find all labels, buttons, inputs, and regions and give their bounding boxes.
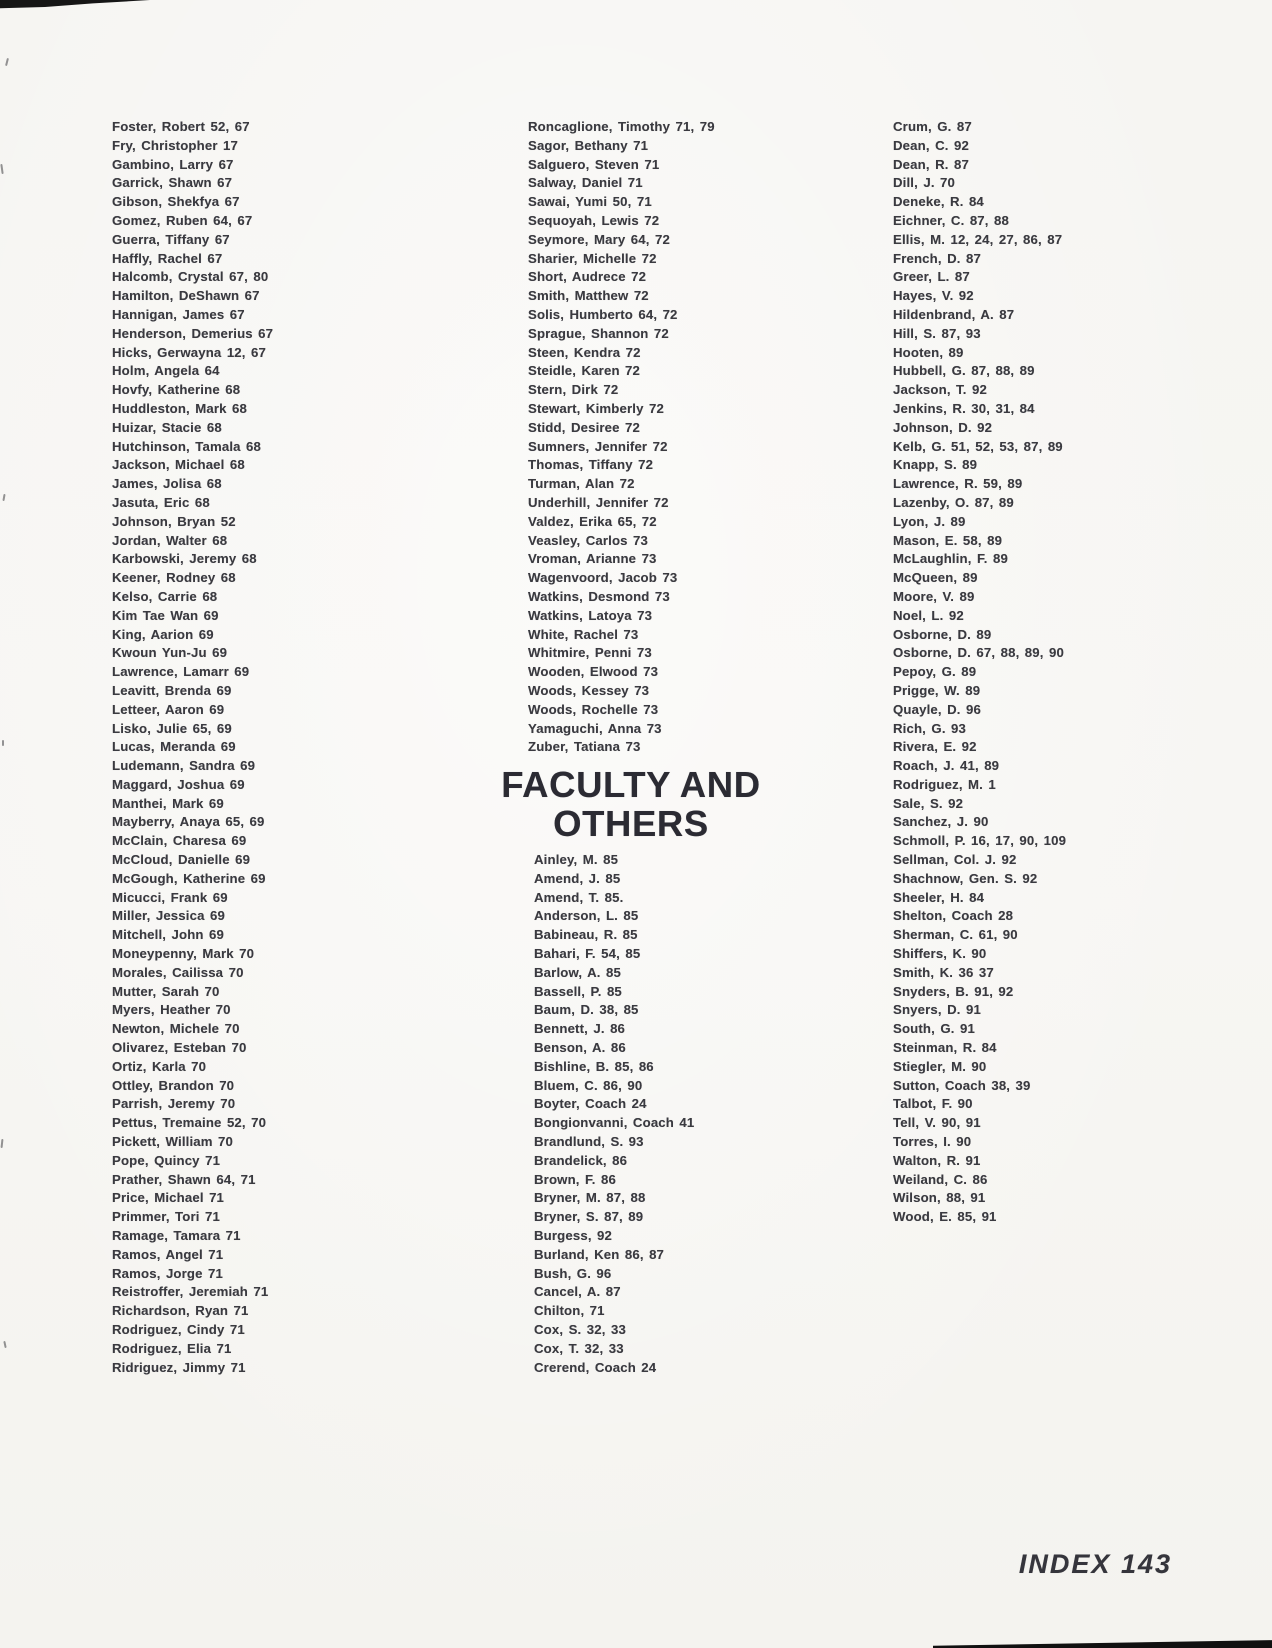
- index-entry: Keener, Rodney 68: [112, 570, 236, 586]
- index-entry: Gambino, Larry 67: [112, 156, 234, 172]
- index-entry: Thomas, Tiffany 72: [528, 457, 654, 473]
- index-entry: Benson, A. 86: [534, 1039, 626, 1055]
- index-entry: Shelton, Coach 28: [893, 908, 1014, 924]
- index-entry: Mayberry, Anaya 65, 69: [112, 814, 265, 830]
- index-entry: Sagor, Bethany 71: [528, 137, 649, 153]
- index-entry: Sherman, C. 61, 90: [893, 927, 1018, 943]
- index-entry: Brandlund, S. 93: [534, 1133, 644, 1149]
- section-heading-line2: OTHERS: [553, 803, 709, 844]
- index-entry: Wooden, Elwood 73: [528, 664, 659, 680]
- index-entry: Osborne, D. 67, 88, 89, 90: [893, 645, 1064, 661]
- index-entry: Leavitt, Brenda 69: [112, 682, 232, 698]
- index-column-faculty-middle: [534, 851, 694, 1377]
- index-entry: Johnson, Bryan 52: [112, 513, 236, 529]
- index-entry: Yamaguchi, Anna 73: [528, 720, 662, 736]
- index-entry: Steinman, R. 84: [893, 1040, 997, 1056]
- index-entry: Guerra, Tiffany 67: [112, 231, 230, 247]
- index-entry: South, G. 91: [893, 1021, 975, 1037]
- index-entry: Dill, J. 70: [893, 175, 956, 191]
- index-entry: Halcomb, Crystal 67, 80: [112, 269, 269, 285]
- index-entry: Amend, T. 85.: [534, 889, 624, 905]
- index-entry: Vroman, Arianne 73: [528, 551, 657, 567]
- index-entry: Prigge, W. 89: [893, 682, 981, 698]
- index-entry: Shachnow, Gen. S. 92: [893, 870, 1038, 886]
- index-entry: Rodriguez, M. 1: [893, 776, 996, 792]
- index-entry: Sawai, Yumi 50, 71: [528, 194, 652, 210]
- index-entry: Pickett, William 70: [112, 1134, 234, 1150]
- index-entry: Turman, Alan 72: [528, 476, 635, 492]
- index-entry: Ludemann, Sandra 69: [112, 758, 256, 774]
- index-entry: Kelb, G. 51, 52, 53, 87, 89: [893, 438, 1063, 454]
- index-entry: Ridriguez, Jimmy 71: [112, 1359, 246, 1375]
- index-entry: Pettus, Tremaine 52, 70: [112, 1115, 267, 1131]
- index-entry: Ottley, Brandon 70: [112, 1077, 235, 1093]
- index-entry: Hovfy, Katherine 68: [112, 382, 241, 398]
- index-entry: Sumners, Jennifer 72: [528, 438, 668, 454]
- section-heading: [455, 765, 807, 843]
- index-entry: Hill, S. 87, 93: [893, 325, 981, 341]
- index-entry: Watkins, Desmond 73: [528, 588, 670, 604]
- index-entry: McLaughlin, F. 89: [893, 551, 1008, 567]
- index-entry: McGough, Katherine 69: [112, 870, 266, 886]
- index-entry: Primmer, Tori 71: [112, 1209, 220, 1225]
- index-entry: Garrick, Shawn 67: [112, 175, 233, 191]
- index-entry: Hubbell, G. 87, 88, 89: [893, 363, 1035, 379]
- index-entry: Salguero, Steven 71: [528, 156, 660, 172]
- index-entry: Richardson, Ryan 71: [112, 1303, 249, 1319]
- index-entry: White, Rachel 73: [528, 626, 639, 642]
- index-entry: Chilton, 71: [534, 1303, 605, 1319]
- index-entry: Bahari, F. 54, 85: [534, 945, 641, 961]
- index-entry: Valdez, Erika 65, 72: [528, 513, 657, 529]
- index-entry: Tell, V. 90, 91: [893, 1115, 981, 1131]
- index-entry: Jackson, T. 92: [893, 382, 987, 398]
- index-entry: Sprague, Shannon 72: [528, 325, 669, 341]
- index-entry: Moore, V. 89: [893, 588, 975, 604]
- index-entry: Cox, T. 32, 33: [534, 1340, 624, 1356]
- index-entry: Myers, Heather 70: [112, 1002, 231, 1018]
- index-entry: Parrish, Jeremy 70: [112, 1096, 236, 1112]
- index-entry: Mutter, Sarah 70: [112, 983, 220, 999]
- index-entry: Dean, C. 92: [893, 137, 969, 153]
- index-entry: Fry, Christopher 17: [112, 137, 238, 153]
- index-entry: Rivera, E. 92: [893, 739, 977, 755]
- index-entry: Short, Audrece 72: [528, 269, 647, 285]
- page-number-label: INDEX 143: [1018, 1549, 1172, 1579]
- index-entry: Brown, F. 86: [534, 1171, 616, 1187]
- index-entry: Hamilton, DeShawn 67: [112, 288, 260, 304]
- index-entry: Baum, D. 38, 85: [534, 1002, 639, 1018]
- index-entry: Price, Michael 71: [112, 1190, 225, 1206]
- index-entry: Jenkins, R. 30, 31, 84: [893, 400, 1035, 416]
- index-entry: Hutchinson, Tamala 68: [112, 438, 262, 454]
- index-entry: Zuber, Tatiana 73: [528, 739, 641, 755]
- index-entry: Sanchez, J. 90: [893, 814, 989, 830]
- index-entry: Sutton, Coach 38, 39: [893, 1077, 1031, 1093]
- index-entry: Morales, Cailissa 70: [112, 964, 244, 980]
- index-entry: Rich, G. 93: [893, 720, 967, 736]
- index-entry: Kim Tae Wan 69: [112, 607, 219, 623]
- scan-speck: [1, 1139, 4, 1148]
- index-entry: King, Aarion 69: [112, 626, 214, 642]
- index-entry: Maggard, Joshua 69: [112, 776, 245, 792]
- index-entry: Barlow, A. 85: [534, 964, 621, 980]
- index-entry: Wagenvoord, Jacob 73: [528, 570, 678, 586]
- index-entry: Dean, R. 87: [893, 156, 969, 172]
- index-entry: Deneke, R. 84: [893, 194, 984, 210]
- index-entry: Noel, L. 92: [893, 607, 964, 623]
- index-entry: Cancel, A. 87: [534, 1284, 621, 1300]
- index-entry: Crum, G. 87: [893, 119, 972, 134]
- index-entry: Ortiz, Karla 70: [112, 1058, 207, 1074]
- index-entry: Rodriguez, Elia 71: [112, 1340, 232, 1356]
- index-entry: Smith, K. 36 37: [893, 964, 994, 980]
- index-entry: Kwoun Yun-Ju 69: [112, 645, 228, 661]
- scan-speck: [3, 1341, 6, 1348]
- index-entry: Knapp, S. 89: [893, 457, 978, 473]
- index-entry: Salway, Daniel 71: [528, 175, 643, 191]
- index-entry: McQueen, 89: [893, 570, 978, 586]
- index-entry: Bennett, J. 86: [534, 1021, 626, 1037]
- index-entry: Johnson, D. 92: [893, 419, 993, 435]
- scan-artifact-bottom-bar: [933, 1640, 1272, 1648]
- index-entry: Ramage, Tamara 71: [112, 1228, 241, 1244]
- index-entry: Steen, Kendra 72: [528, 344, 641, 360]
- index-entry: Roach, J. 41, 89: [893, 758, 1000, 774]
- index-entry: Hicks, Gerwayna 12, 67: [112, 344, 266, 360]
- index-entry: Eichner, C. 87, 88: [893, 212, 1009, 228]
- index-entry: Woods, Rochelle 73: [528, 701, 659, 717]
- index-column-students-middle: [528, 118, 715, 757]
- index-entry: Pope, Quincy 71: [112, 1152, 221, 1168]
- index-entry: Weiland, C. 86: [893, 1171, 988, 1187]
- scan-speck: [2, 740, 4, 746]
- index-entry: Mitchell, John 69: [112, 927, 225, 943]
- scan-speck: [0, 164, 3, 174]
- index-entry: Miller, Jessica 69: [112, 908, 225, 924]
- index-entry: Boyter, Coach 24: [534, 1096, 647, 1112]
- index-entry: Talbot, F. 90: [893, 1096, 973, 1112]
- index-entry: Torres, I. 90: [893, 1134, 972, 1150]
- index-entry: Schmoll, P. 16, 17, 90, 109: [893, 833, 1067, 849]
- index-entry: Pepoy, G. 89: [893, 664, 977, 680]
- index-entry: Crerend, Coach 24: [534, 1359, 657, 1375]
- index-entry: Bush, G. 96: [534, 1265, 612, 1281]
- index-entry: Steidle, Karen 72: [528, 363, 641, 379]
- index-entry: Reistroffer, Jeremiah 71: [112, 1284, 269, 1300]
- index-entry: Jackson, Michael 68: [112, 457, 245, 473]
- index-entry: Gomez, Ruben 64, 67: [112, 212, 253, 228]
- scan-speck: [5, 58, 9, 66]
- index-entry: Hildenbrand, A. 87: [893, 306, 1015, 322]
- index-entry: McClain, Charesa 69: [112, 833, 247, 849]
- index-entry: Letteer, Aaron 69: [112, 701, 225, 717]
- index-entry: Stiegler, M. 90: [893, 1058, 987, 1074]
- index-entry: Stidd, Desiree 72: [528, 419, 641, 435]
- index-entry: Solis, Humberto 64, 72: [528, 306, 678, 322]
- index-entry: Bryner, M. 87, 88: [534, 1190, 646, 1206]
- index-entry: Jordan, Walter 68: [112, 532, 228, 548]
- index-entry: Bluem, C. 86, 90: [534, 1077, 643, 1093]
- section-heading-line1: FACULTY AND: [501, 764, 761, 805]
- index-entry: Rodriguez, Cindy 71: [112, 1322, 245, 1337]
- index-column-students-left: [112, 118, 273, 1377]
- index-entry: Foster, Robert 52, 67: [112, 119, 250, 134]
- index-entry: Holm, Angela 64: [112, 363, 220, 379]
- index-entry: James, Jolisa 68: [112, 476, 222, 492]
- scan-speck: [2, 494, 5, 501]
- index-entry: Sellman, Col. J. 92: [893, 852, 1017, 868]
- index-entry: Ramos, Jorge 71: [112, 1265, 223, 1281]
- index-entry: Bishline, B. 85, 86: [534, 1058, 654, 1074]
- index-entry: Shiffers, K. 90: [893, 946, 987, 962]
- index-entry: Burgess, 92: [534, 1227, 613, 1243]
- index-entry: Lazenby, O. 87, 89: [893, 494, 1014, 510]
- index-column-faculty-right: [893, 118, 1066, 1227]
- index-entry: Sheeler, H. 84: [893, 889, 985, 905]
- index-entry: Lyon, J. 89: [893, 513, 966, 529]
- index-entry: Wood, E. 85, 91: [893, 1209, 997, 1225]
- index-entry: Bassell, P. 85: [534, 983, 622, 999]
- index-entry: Karbowski, Jeremy 68: [112, 551, 257, 567]
- index-entry: Lawrence, Lamarr 69: [112, 664, 250, 680]
- index-entry: Stern, Dirk 72: [528, 382, 619, 398]
- index-entry: Henderson, Demerius 67: [112, 325, 274, 341]
- index-entry: Greer, L. 87: [893, 269, 970, 285]
- index-entry: Seymore, Mary 64, 72: [528, 231, 670, 247]
- index-entry: Quayle, D. 96: [893, 701, 981, 717]
- index-entry: Osborne, D. 89: [893, 626, 992, 642]
- index-entry: Lawrence, R. 59, 89: [893, 476, 1023, 492]
- index-entry: Snyers, D. 91: [893, 1002, 981, 1018]
- index-entry: Hayes, V. 92: [893, 288, 974, 304]
- index-entry: Babineau, R. 85: [534, 927, 638, 943]
- index-entry: Haffly, Rachel 67: [112, 250, 223, 266]
- index-entry: Manthei, Mark 69: [112, 795, 224, 811]
- index-entry: Walton, R. 91: [893, 1152, 981, 1168]
- scan-artifact-top-bar: [0, 0, 150, 9]
- index-entry: Ainley, M. 85: [534, 852, 619, 867]
- index-entry: Amend, J. 85: [534, 870, 621, 886]
- index-entry: Lisko, Julie 65, 69: [112, 720, 232, 736]
- index-entry: Burland, Ken 86, 87: [534, 1246, 665, 1262]
- index-entry: Huizar, Stacie 68: [112, 419, 222, 435]
- index-entry: Kelso, Carrie 68: [112, 588, 218, 604]
- index-entry: Sale, S. 92: [893, 795, 964, 811]
- index-entry: Newton, Michele 70: [112, 1021, 240, 1037]
- index-entry: Wilson, 88, 91: [893, 1190, 986, 1206]
- index-entry: Bryner, S. 87, 89: [534, 1209, 644, 1225]
- index-entry: Hannigan, James 67: [112, 306, 245, 322]
- index-entry: Brandelick, 86: [534, 1152, 628, 1168]
- index-entry: Anderson, L. 85: [534, 908, 639, 924]
- index-entry: Prather, Shawn 64, 71: [112, 1171, 256, 1187]
- index-entry: Sharier, Michelle 72: [528, 250, 657, 266]
- index-entry: Watkins, Latoya 73: [528, 607, 653, 623]
- index-entry: Olivarez, Esteban 70: [112, 1040, 247, 1056]
- index-entry: Stewart, Kimberly 72: [528, 400, 664, 416]
- index-entry: Snyders, B. 91, 92: [893, 983, 1014, 999]
- index-entry: Veasley, Carlos 73: [528, 532, 649, 548]
- index-entry: Whitmire, Penni 73: [528, 645, 652, 661]
- index-entry: Micucci, Frank 69: [112, 889, 228, 905]
- index-entry: Ellis, M. 12, 24, 27, 86, 87: [893, 231, 1063, 247]
- index-entry: Sequoyah, Lewis 72: [528, 212, 660, 228]
- index-entry: Moneypenny, Mark 70: [112, 946, 255, 962]
- index-entry: Smith, Matthew 72: [528, 288, 649, 304]
- index-entry: Jasuta, Eric 68: [112, 494, 210, 510]
- index-entry: Mason, E. 58, 89: [893, 532, 1003, 548]
- index-entry: Cox, S. 32, 33: [534, 1321, 626, 1337]
- index-entry: Huddleston, Mark 68: [112, 400, 248, 416]
- index-entry: Hooten, 89: [893, 344, 964, 360]
- index-entry: Woods, Kessey 73: [528, 682, 650, 698]
- index-entry: Roncaglione, Timothy 71, 79: [528, 119, 715, 134]
- index-entry: French, D. 87: [893, 250, 981, 266]
- index-entry: Lucas, Meranda 69: [112, 739, 236, 755]
- index-entry: Gibson, Shekfya 67: [112, 194, 240, 210]
- index-entry: Bongionvanni, Coach 41: [534, 1115, 695, 1131]
- index-entry: Ramos, Angel 71: [112, 1246, 224, 1262]
- index-entry: McCloud, Danielle 69: [112, 852, 251, 868]
- index-entry: Underhill, Jennifer 72: [528, 494, 669, 510]
